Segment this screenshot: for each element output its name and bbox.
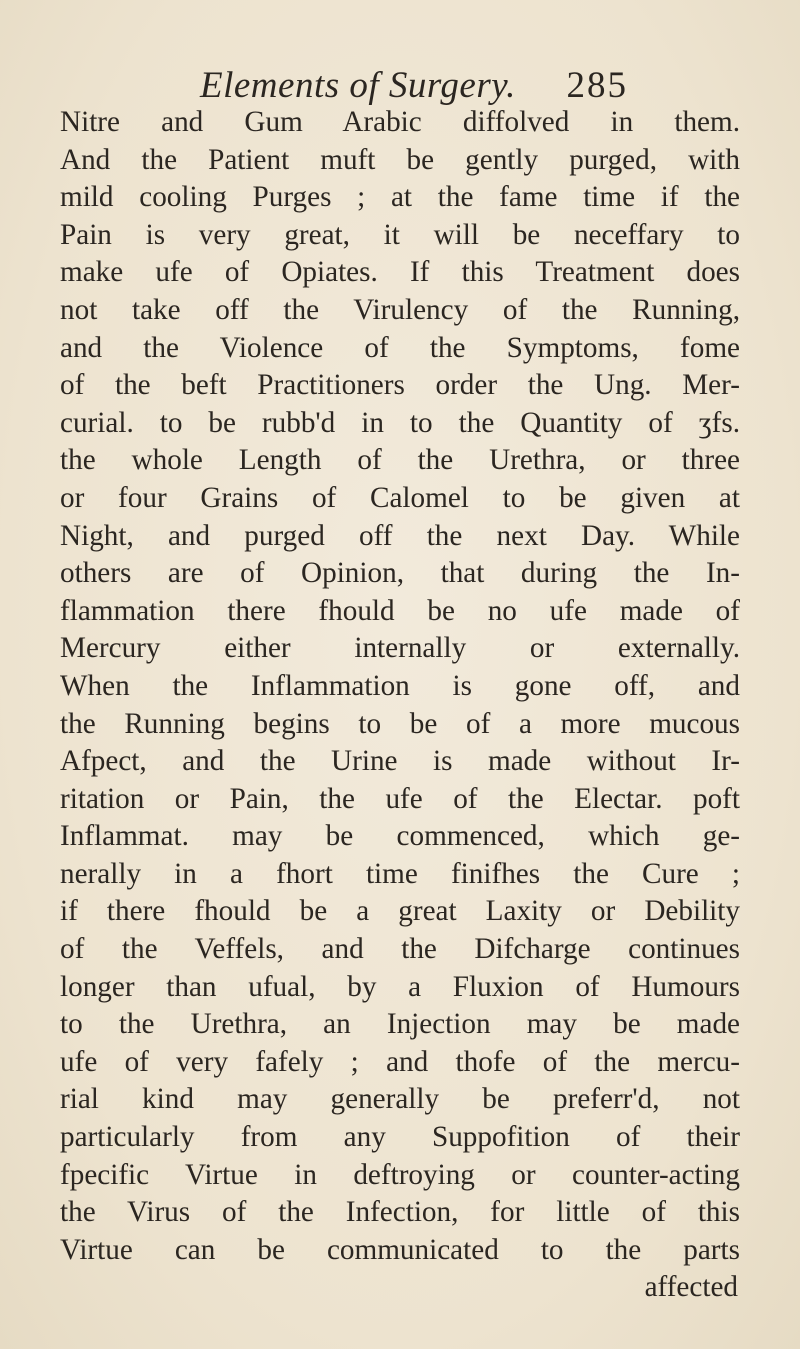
text-line: And the Patient muft be gently purged, with [60, 143, 740, 176]
body-text [60, 104, 740, 1307]
text-line: and the Violence of the Symptoms, fome [60, 331, 740, 364]
text-line: of the Veffels, and the Difcharge continues [60, 933, 740, 966]
text-line: make ufe of Opiates. If this Treatment does [60, 256, 740, 289]
text-line: if there fhould be a great Laxity or Debility [60, 895, 740, 928]
text-line: Inflammat. may be commenced, which ge- [60, 820, 740, 853]
text-line: ritation or Pain, the ufe of the Electar. poft [60, 782, 740, 815]
text-line: the Virus of the Infection, for little of this [60, 1196, 740, 1229]
text-line: Mercury either internally or externally. [60, 632, 740, 665]
text-line: Pain is very great, it will be neceffary to [60, 218, 740, 251]
text-line: curial. to be rubb'd in to the Quantity of ʒfs. [60, 406, 740, 439]
running-head [200, 62, 640, 110]
text-line: or four Grains of Calomel to be given at [60, 481, 740, 514]
text-line: longer than ufual, by a Fluxion of Humours [60, 970, 740, 1003]
text-line: ufe of very fafely ; and thofe of the mercu- [60, 1045, 740, 1078]
text-line: rial kind may generally be preferr'd, not [60, 1083, 740, 1116]
text-line: Virtue can be communicated to the parts [60, 1233, 740, 1266]
text-line: When the Inflammation is gone off, and [60, 669, 740, 702]
text-line: fpecific Virtue in deftroying or counter-acting [60, 1158, 740, 1191]
text-line: Nitre and Gum Arabic diffolved in them. [60, 106, 740, 138]
text-line: Afpect, and the Urine is made without Ir- [60, 745, 740, 778]
text-line: others are of Opinion, that during the In- [60, 557, 740, 590]
text-line: to the Urethra, an Injection may be made [60, 1008, 740, 1041]
text-line: flammation there fhould be no ufe made of [60, 594, 740, 627]
running-title: Elements of Surgery. [200, 65, 516, 106]
catchword: affected [644, 1271, 738, 1304]
text-line: of the beft Practitioners order the Ung. Mer- [60, 369, 740, 402]
text-line: the Running begins to be of a more mucous [60, 707, 740, 740]
page-number: 285 [566, 65, 628, 106]
text-line: nerally in a fhort time finifhes the Cure ; [60, 857, 740, 890]
text-line: mild cooling Purges ; at the fame time if the [60, 181, 740, 214]
text-line: Night, and purged off the next Day. While [60, 519, 740, 552]
text-line: particularly from any Suppofition of their [60, 1121, 740, 1154]
text-line: the whole Length of the Urethra, or three [60, 444, 740, 477]
text-line: not take off the Virulency of the Running, [60, 293, 740, 326]
